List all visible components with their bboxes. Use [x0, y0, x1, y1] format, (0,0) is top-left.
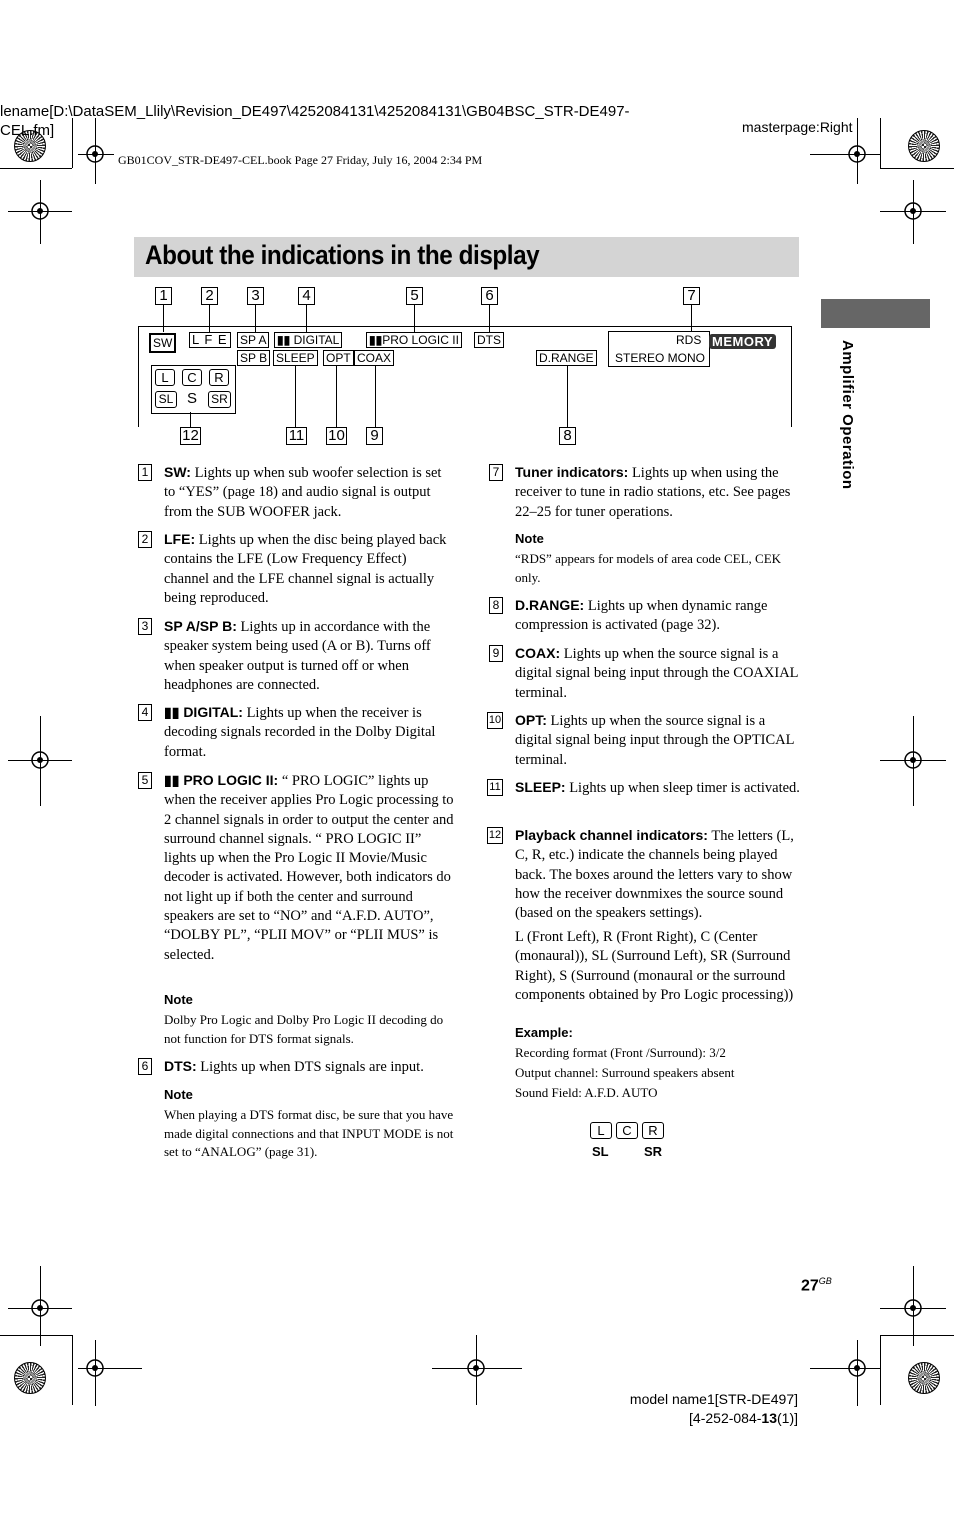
channel-sr: SR: [644, 1144, 663, 1159]
channel-sl: SL: [592, 1144, 609, 1159]
note-text: When playing a DTS format disc, be sure that you have made digital connections and that INPUT MODE is not set to “ANALOG” (page 31).: [164, 1107, 454, 1159]
registration-mark-icon: [29, 749, 51, 771]
page-title: About the indications in the display: [145, 240, 540, 270]
registration-mark-icon: [29, 1297, 51, 1319]
stereo-mono-indicator: STEREO MONO: [615, 351, 706, 365]
spa-indicator: SP A: [237, 332, 269, 348]
callout-number: 2: [201, 287, 218, 305]
list-item: 1 SW: Lights up when sub woofer selection is set to “YES” (page 18) and audio signal is output from the SUB WOOFER jack.: [164, 463, 454, 522]
spb-indicator: SP B: [237, 350, 270, 366]
channel-s: S: [187, 390, 198, 407]
example-line: Recording format (Front /Surround): 3/2: [515, 1045, 726, 1060]
list-item: 2 LFE: Lights up when the disc being played back contains the LFE (Low Frequency Effect) channel and the LFE channel signal is actually being reproduced.: [164, 530, 454, 608]
dts-indicator: DTS: [474, 332, 504, 348]
rds-indicator: RDS: [676, 333, 702, 347]
callout-number: 4: [298, 287, 315, 305]
list-item: 12 Playback channel indicators: The letters (L, C, R, etc.) indicate the channels being played back. The boxes around the letters vary to show how the receiver downmixes the source sound (based on the speakers settings).: [488, 827, 794, 922]
drange-indicator: D.RANGE: [536, 350, 597, 366]
dolby-icon: ▮▮: [164, 772, 184, 788]
note-text: Dolby Pro Logic and Dolby Pro Logic II decoding do not function for DTS format signals.: [164, 1012, 444, 1046]
sleep-indicator: SLEEP: [273, 350, 318, 366]
channel-description: L (Front Left), R (Front Right), C (Center (monaural)), SL (Surround Left), SR (Surround Right), S (Surround (monaural or the surround components obtained by Pro Logic processing)): [515, 929, 794, 1003]
channel-c: C: [182, 369, 202, 386]
list-item: 10 OPT: Lights up when the source signal is a digital signal being input through the OPTICAL terminal.: [488, 712, 794, 768]
filename-header: lename[D:\DataSEM_Llily\Revision_DE497\4252084131\4252084131\GB04BSC_STR-DE497- CEL.fm]: [0, 103, 630, 139]
callout-number: 11: [286, 427, 307, 445]
list-item: 9 COAX: Lights up when the source signal is a digital signal being input through the COAXIAL terminal.: [515, 644, 805, 703]
example-line: Output channel: Surround speakers absent: [515, 1065, 735, 1080]
callout-number: 10: [326, 427, 347, 445]
callout-number: 6: [481, 287, 498, 305]
callout-number: 8: [559, 427, 576, 445]
channel-l: L: [590, 1122, 612, 1139]
note-heading: Note: [164, 992, 193, 1007]
registration-mark-icon: [846, 1357, 868, 1379]
coax-indicator: COAX: [354, 350, 394, 366]
digital-indicator: ▮▮ DIGITAL: [274, 332, 342, 348]
list-item: 3 SP A/SP B: Lights up in accordance with the speaker system being used (A or B). Turns off when speaker output is turned off or when headphones are connected.: [164, 617, 454, 695]
registration-mark-icon: [902, 749, 924, 771]
registration-mark-icon: [465, 1357, 487, 1379]
dolby-icon: ▮▮: [164, 704, 184, 720]
example-heading: Example:: [515, 1025, 573, 1040]
opt-indicator: OPT: [323, 350, 354, 366]
masterpage-label: masterpage:Right: [742, 119, 853, 135]
registration-mark-icon: [84, 1357, 106, 1379]
channel-r: R: [209, 369, 229, 386]
registration-mark-icon: [902, 1297, 924, 1319]
list-item: 5 ▮▮ PRO LOGIC II: “ PRO LOGIC” lights up when the receiver applies Pro Logic processing to 2 channel signals in order to output the center and surround channel signals. “ PRO LOGIC II” lights up when the Pro Logic II Movie/Music decoder is activated. However, both indicators do not light up if both the center and surround speakers are set to “NO” and “A.F.D. AUTO”, “DOLBY PL”, “PLII MOV” or “PLII MUS” is selected.: [164, 771, 454, 965]
registration-mark-icon: [84, 143, 106, 165]
color-rosette-icon: [908, 1362, 940, 1394]
registration-mark-icon: [902, 200, 924, 222]
model-info: model name1[STR-DE497] [4-252-084-13(1)]: [629, 1391, 798, 1426]
callout-number: 1: [155, 287, 172, 305]
channel-l: L: [155, 369, 175, 386]
sw-indicator: SW: [149, 333, 176, 353]
list-item: 7 Tuner indicators: Lights up when using the receiver to tune in radio stations, etc. See pages 22–25 for tuner operations.: [515, 463, 805, 522]
callout-number: 12: [180, 427, 201, 445]
color-rosette-icon: [14, 1362, 46, 1394]
note-heading: Note: [164, 1087, 193, 1102]
list-item: 8 D.RANGE: Lights up when dynamic range compression is activated (page 32).: [515, 596, 805, 636]
channel-c: C: [616, 1122, 638, 1139]
title-bar: [134, 237, 799, 277]
channel-r: R: [642, 1122, 664, 1139]
channel-sl: SL: [155, 391, 177, 408]
callout-number: 9: [366, 427, 383, 445]
note-text: “RDS” appears for models of area code CEL, CEK only.: [515, 551, 782, 585]
lfe-indicator: L F E: [189, 332, 231, 348]
prologic-indicator: ▮▮PRO LOGIC II: [366, 332, 462, 348]
memory-indicator: MEMORY: [709, 334, 776, 349]
list-item: 4 ▮▮ DIGITAL: Lights up when the receiver is decoding signals recorded in the Dolby Digital format.: [164, 703, 454, 762]
page-number: $27^{GB}$: [801, 1276, 832, 1295]
color-rosette-icon: [908, 130, 940, 162]
callout-number: 7: [683, 287, 700, 305]
registration-mark-icon: [29, 200, 51, 222]
callout-number: 5: [406, 287, 423, 305]
section-tab-label: Amplifier Operation: [839, 340, 856, 490]
example-line: Sound Field: A.F.D. AUTO: [515, 1085, 658, 1100]
note-heading: Note: [515, 531, 544, 546]
list-item: 11 SLEEP: Lights up when sleep timer is activated.: [515, 778, 805, 798]
section-tab: [821, 299, 930, 328]
callout-number: 3: [247, 287, 264, 305]
channel-sr: SR: [208, 391, 231, 408]
list-item: 6 DTS: Lights up when DTS signals are input.: [164, 1057, 454, 1077]
book-info-line: GB01COV_STR-DE497-CEL.book Page 27 Friday, July 16, 2004 2:34 PM: [118, 153, 483, 167]
registration-mark-icon: [846, 143, 868, 165]
